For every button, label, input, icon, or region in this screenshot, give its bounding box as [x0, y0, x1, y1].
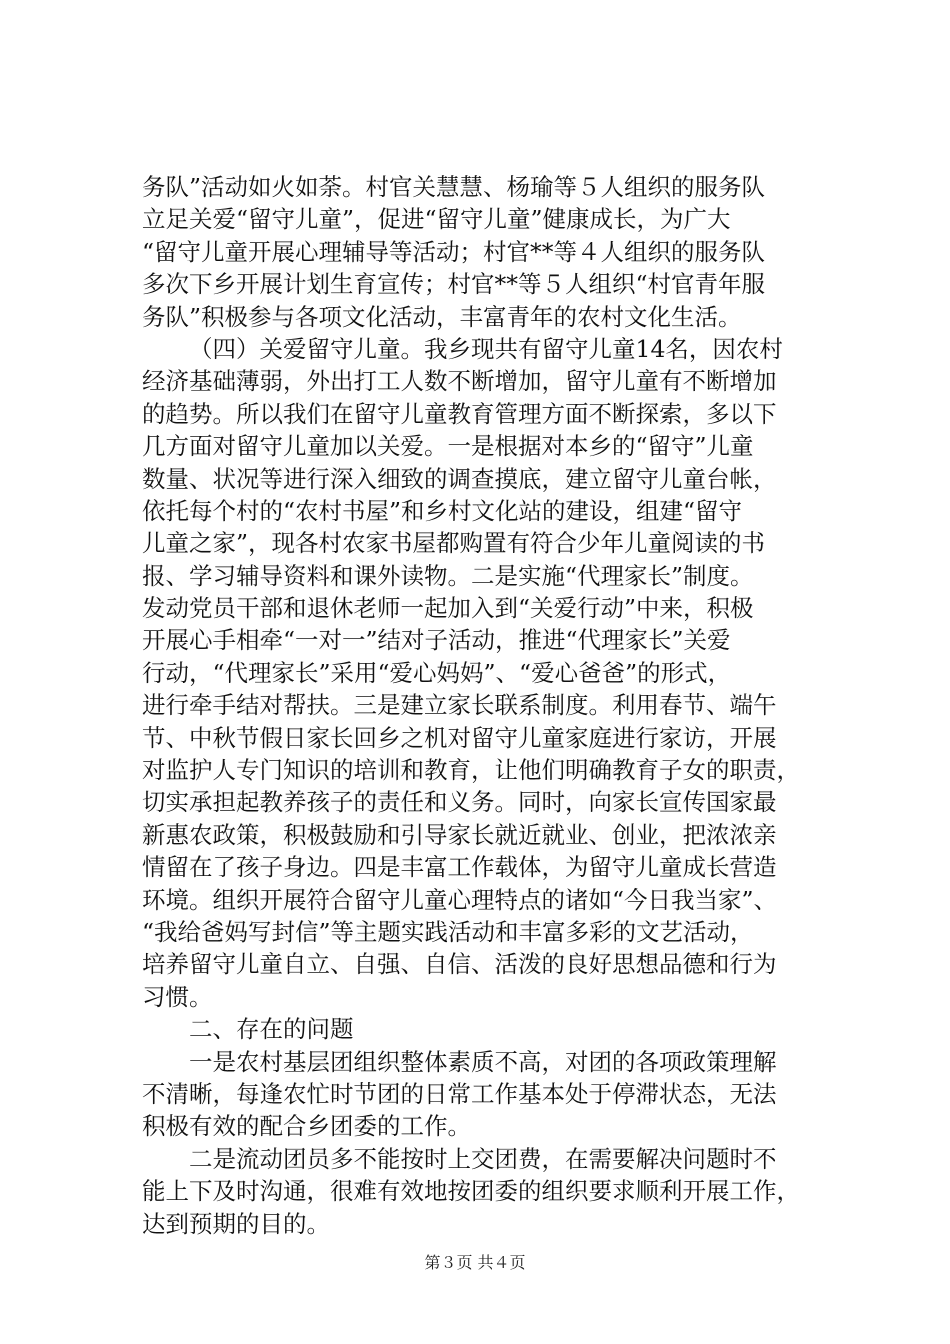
- text-line: 发动党员干部和退休老师一起加入到“关爱行动”中来，积极: [142, 594, 754, 623]
- page-number-label: 第３页 共４页: [424, 1253, 526, 1272]
- text-line: 多次下乡开展计划生育宣传；村官**等５人组织“村官青年服: [142, 270, 766, 299]
- text-line: 培养留守儿童自立、自强、自信、活泼的良好思想品德和行为: [142, 950, 777, 979]
- text-line: 行动，“代理家长”采用“爱心妈妈”、“爱心爸爸”的形式，: [142, 658, 732, 687]
- text-line: 报、学习辅导资料和课外读物。二是实施“代理家长”制度。: [142, 561, 754, 590]
- text-line: 能上下及时沟通，很难有效地按团委的组织要求顺利开展工作，: [142, 1177, 800, 1206]
- text-line: 二是流动团员多不能按时上交团费，在需要解决问题时不: [189, 1144, 777, 1173]
- text-line: 习惯。: [142, 982, 213, 1011]
- section-heading: 二、存在的问题: [189, 1015, 354, 1044]
- text-line: 经济基础薄弱，外出打工人数不断增加，留守儿童有不断增加: [142, 367, 777, 396]
- text-line: 立足关爱“留守儿童”，促进“留守儿童”健康成长，为广大: [142, 205, 731, 234]
- paragraph-heading-line: （四）关爱留守儿童。我乡现共有留守儿童14名，因农村: [189, 334, 783, 363]
- text-line: 务队”活动如火如荼。村官关慧慧、杨瑜等５人组织的服务队: [142, 173, 766, 201]
- text-line: 达到预期的目的。: [142, 1209, 330, 1238]
- page-footer: [0, 1250, 950, 1273]
- body-text: [142, 171, 842, 1240]
- text-line: 儿童之家”，现各村农家书屋都购置有符合少年儿童阅读的书: [142, 529, 766, 558]
- text-line: 新惠农政策，积极鼓励和引导家长就近就业、创业，把浓浓亲: [142, 820, 777, 849]
- text-line: 对监护人专门知识的培训和教育，让他们明确教育子女的职责，: [142, 756, 800, 785]
- text-line: 节、中秋节假日家长回乡之机对留守儿童家庭进行家访，开展: [142, 723, 777, 752]
- text-line: 进行牵手结对帮扶。三是建立家长联系制度。利用春节、端午: [142, 691, 777, 720]
- text-line: “留守儿童开展心理辅导等活动；村官**等４人组织的服务队: [142, 237, 766, 266]
- text-line: 积极有效的配合乡团委的工作。: [142, 1112, 471, 1141]
- text-line: 几方面对留守儿童加以关爱。一是根据对本乡的“留守”儿童: [142, 432, 754, 461]
- text-line: 务队”积极参与各项文化活动，丰富青年的农村文化生活。: [142, 302, 742, 331]
- text-line: 环境。组织开展符合留守儿童心理特点的诸如“今日我当家”、: [142, 885, 778, 914]
- text-line: “我给爸妈写封信”等主题实践活动和丰富多彩的文艺活动，: [142, 917, 754, 946]
- text-line: 依托每个村的“农村书屋”和乡村文化站的建设，组建“留守: [142, 496, 743, 525]
- text-line: 情留在了孩子身边。四是丰富工作载体，为留守儿童成长营造: [142, 853, 777, 882]
- text-line: 切实承担起教养孩子的责任和义务。同时，向家长宣传国家最: [142, 788, 777, 817]
- text-line: 的趋势。所以我们在留守儿童教育管理方面不断探索，多以下: [142, 399, 777, 428]
- text-line: 不清晰，每逢农忙时节团的日常工作基本处于停滞状态，无法: [142, 1079, 777, 1108]
- text-line: 开展心手相牵“一对一”结对子活动，推进“代理家长”关爱: [142, 626, 731, 655]
- text-line: 数量、状况等进行深入细致的调查摸底，建立留守儿童台帐，: [142, 464, 777, 493]
- text-line: 一是农村基层团组织整体素质不高，对团的各项政策理解: [189, 1047, 777, 1076]
